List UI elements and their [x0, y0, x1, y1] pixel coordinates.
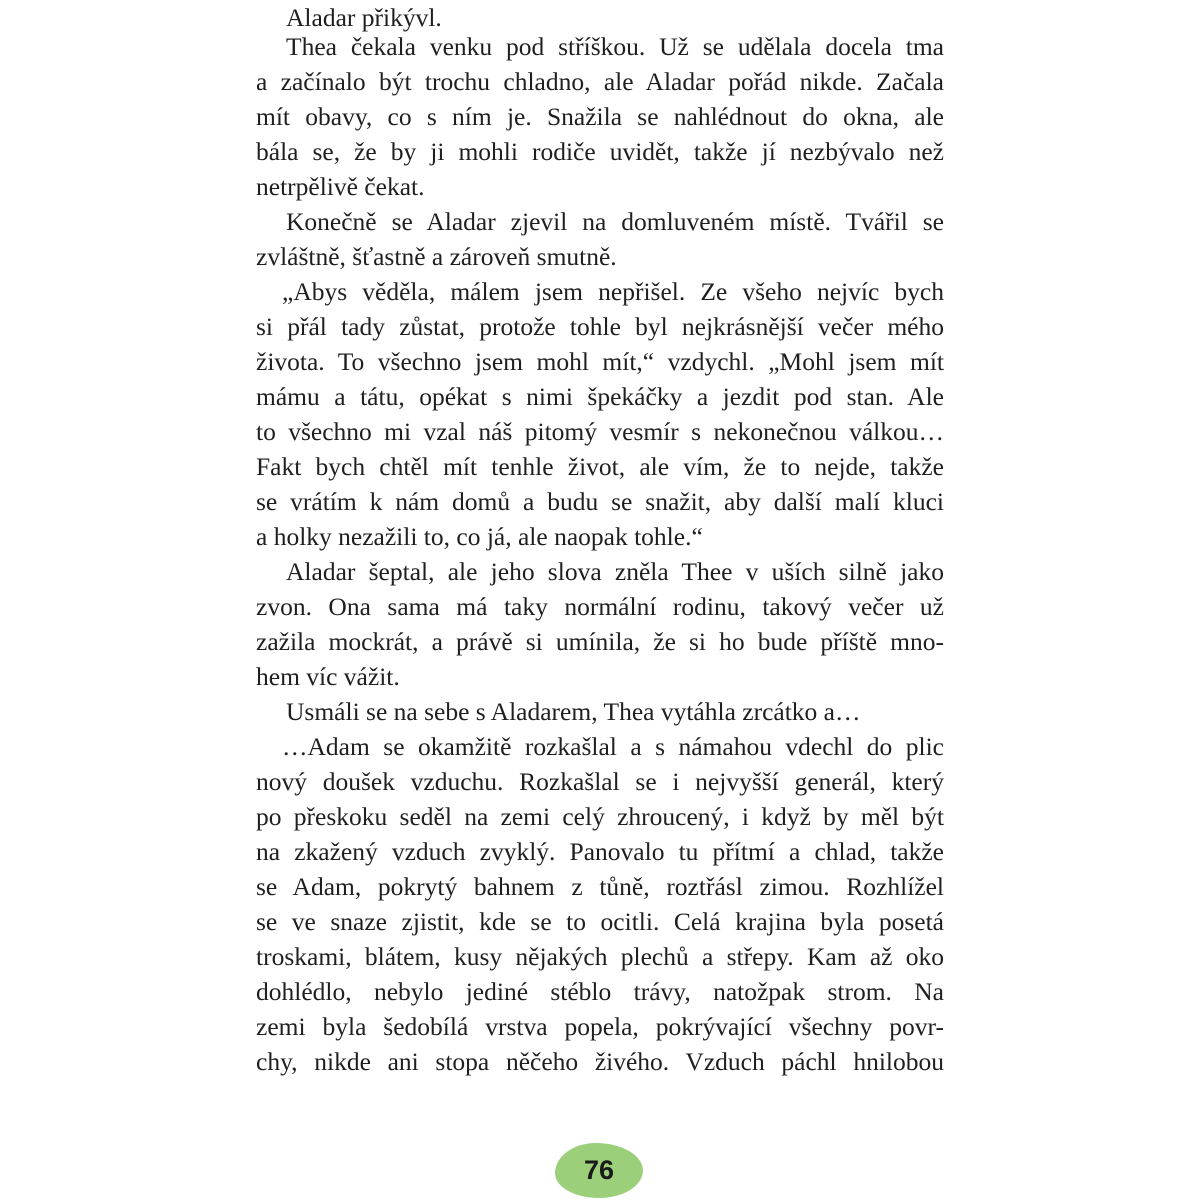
- text-line: Fakt bych chtěl mít tenhle život, ale vím, že to nejde, takže: [256, 452, 944, 481]
- text-line: Aladar šeptal, ale jeho slova zněla Thee v uších silně jako: [286, 557, 944, 586]
- text-line: nový doušek vzduchu. Rozkašlal se i nejvyšší generál, který: [256, 767, 944, 796]
- text-line: po přeskoku seděl na zemi celý zhroucený, i když by měl být: [256, 802, 944, 831]
- text-line: troskami, blátem, kusy nějakých plechů a střepy. Kam až oko: [256, 942, 944, 971]
- page-number-badge: [555, 1143, 643, 1198]
- text-line: si přál tady zůstat, protože tohle byl nejkrásnější večer mého: [256, 312, 944, 341]
- text-line: Aladar přikývl.: [286, 3, 442, 32]
- text-line: Konečně se Aladar zjevil na domluveném místě. Tvářil se: [286, 207, 944, 236]
- text-line: Usmáli se na sebe s Aladarem, Thea vytáhla zrcátko a…: [286, 697, 861, 726]
- text-line: hem víc vážit.: [256, 662, 400, 691]
- text-line: zažila mockrát, a právě si umínila, že si ho bude příště mno-: [256, 627, 944, 656]
- text-line: se Adam, pokrytý bahnem z tůně, roztřásl zimou. Rozhlížel: [256, 872, 944, 901]
- text-line: života. To všechno jsem mohl mít,“ vzdychl. „Mohl jsem mít: [256, 347, 944, 376]
- text-line: mít obavy, co s ním je. Snažila se nahlédnout do okna, ale: [256, 102, 944, 131]
- text-line: Thea čekala venku pod stříškou. Už se udělala docela tma: [286, 32, 944, 61]
- text-line: a začínalo být trochu chladno, ale Aladar pořád nikde. Začala: [256, 67, 944, 96]
- text-line: to všechno mi vzal náš pitomý vesmír s nekonečnou válkou…: [256, 417, 944, 446]
- text-line: …Adam se okamžitě rozkašlal a s námahou vdechl do plic: [282, 732, 944, 761]
- text-line: bála se, že by ji mohli rodiče uvidět, takže jí nezbývalo než: [256, 137, 944, 166]
- text-line: zvláštně, šťastně a zároveň smutně.: [256, 242, 617, 271]
- text-line: a holky nezažili to, co já, ale naopak tohle.“: [256, 522, 703, 551]
- text-line: zvon. Ona sama má taky normální rodinu, takový večer už: [256, 592, 944, 621]
- text-line: netrpělivě čekat.: [256, 172, 425, 201]
- text-line: se vrátím k nám domů a budu se snažit, aby další malí kluci: [256, 487, 944, 516]
- text-line: zemi byla šedobílá vrstva popela, pokrývající všechny povr-: [256, 1012, 944, 1041]
- text-line: mámu a tátu, opékat s nimi špekáčky a jezdit pod stan. Ale: [256, 382, 944, 411]
- page-number: 76: [583, 1155, 615, 1185]
- text-line: „Abys věděla, málem jsem nepřišel. Ze všeho nejvíc bych: [282, 277, 944, 306]
- text-line: dohlédlo, nebylo jediné stéblo trávy, natožpak strom. Na: [256, 977, 944, 1006]
- text-line: se ve snaze zjistit, kde se to ocitli. Celá krajina byla posetá: [256, 907, 944, 936]
- text-line: na zkažený vzduch zvyklý. Panovalo tu přítmí a chlad, takže: [256, 837, 944, 866]
- text-line: chy, nikde ani stopa něčeho živého. Vzduch páchl hnilobou: [256, 1047, 944, 1076]
